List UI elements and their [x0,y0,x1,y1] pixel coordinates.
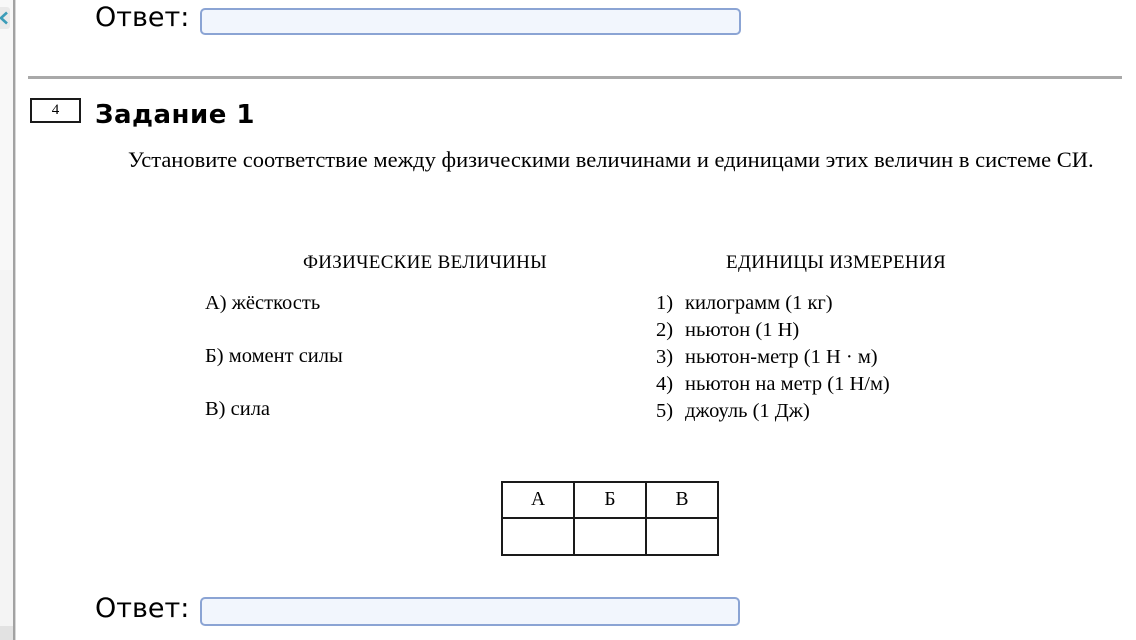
item-text: ньютон (1 Н) [685,319,800,341]
top-answer-label: Ответ: [95,2,190,33]
task-number: 4 [51,102,60,118]
list-item [656,344,1016,371]
item-text: джоуль (1 Дж) [685,400,810,422]
sidebar-edge-bottom [0,626,13,640]
chevron-left-icon [0,11,8,25]
task-number-box [30,98,81,123]
top-answer-input[interactable] [200,8,741,35]
table-header-b: Б [574,482,646,518]
item-key: 1) [656,292,674,314]
item-key: 3) [656,346,674,368]
list-item [205,345,343,368]
item-text: ньютон на метр (1 Н/м) [685,373,890,395]
list-item [656,317,1016,344]
item-text: килограмм (1 кг) [685,292,833,314]
task-title: Задание 1 [95,100,256,130]
item-key: А) [205,292,227,314]
task-statement: Установите соответствие между физическими величинами и единицами этих величин в системе СИ. [128,147,1094,172]
measurement-units-column [656,252,1016,422]
item-text: сила [230,398,271,420]
table-cell-b [574,518,646,555]
sidebar-edge-shade [0,270,13,626]
table-cell-a [502,518,574,555]
table-row [502,518,718,555]
units-list [656,290,1016,425]
left-column-header: ФИЗИЧЕСКИЕ ВЕЛИЧИНЫ [302,252,548,273]
item-key: В) [205,398,226,420]
answer-grid-table [501,481,719,556]
item-text: жёсткость [231,292,321,314]
list-item [656,398,1016,425]
item-key: 5) [656,400,674,422]
table-header-v: В [646,482,718,518]
list-item [656,371,1016,398]
table-row [502,482,718,518]
item-key: Б) [205,345,224,367]
panel-divider-line [13,0,15,640]
table-cell-v [646,518,718,555]
bottom-answer-input[interactable] [200,597,740,626]
right-column-header: ЕДИНИЦЫ ИЗМЕРЕНИЯ [726,252,946,273]
item-text: момент силы [228,345,343,367]
bottom-answer-label: Ответ: [95,593,190,624]
sidebar-collapse-button[interactable] [0,7,10,29]
list-item [656,290,1016,317]
section-divider [28,76,1122,79]
item-key: 4) [656,373,674,395]
list-item [205,292,320,315]
item-text: ньютон-метр (1 Н · м) [685,346,878,368]
list-item [205,398,270,421]
item-key: 2) [656,319,674,341]
table-header-a: А [502,482,574,518]
physical-quantities-column [205,252,645,420]
